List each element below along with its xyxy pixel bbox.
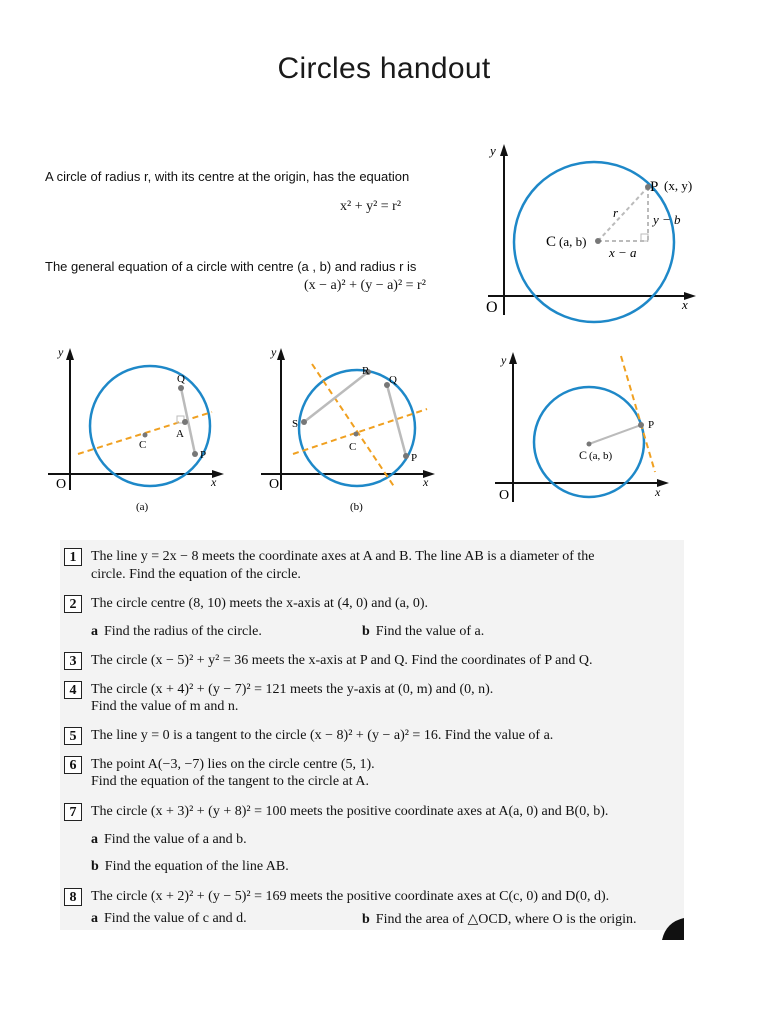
question-1-line-2: circle. Find the equation of the circle.: [91, 567, 301, 582]
r-label: r: [613, 205, 619, 220]
part-text: Find the radius of the circle.: [104, 624, 262, 639]
question-7-part-a: [91, 832, 247, 848]
caption: (b): [350, 501, 363, 513]
x-label: x: [682, 297, 688, 312]
c-label: C: [579, 448, 588, 462]
y-label: y: [58, 345, 64, 359]
origin-label: O: [269, 477, 280, 492]
part-text: Find the area of △OCD, where O is the origin.: [375, 912, 637, 927]
point-q: [178, 385, 184, 391]
x-label: x: [211, 475, 217, 489]
y-label: y: [271, 345, 277, 359]
question-8-part-b: [362, 911, 637, 928]
part-text: Find the equation of the line AB.: [104, 859, 289, 874]
chord-sr: [304, 372, 368, 422]
question-number: 5: [64, 727, 82, 745]
page-corner-mark: [662, 918, 684, 940]
question-2-part-a: [91, 624, 262, 640]
question-number: 7: [64, 803, 82, 821]
c-coord: (a, b): [589, 450, 613, 462]
question-1-line-1: The line y = 2x − 8 meets the coordinate axes at A and B. The line AB is a diameter of the: [91, 549, 595, 564]
tangent-line: [621, 356, 655, 472]
point-c: [143, 433, 148, 438]
c-coord: (a, b): [559, 234, 587, 249]
part-text: Find the value of a.: [375, 624, 485, 639]
question-number: 4: [64, 681, 82, 699]
question-number: 2: [64, 595, 82, 613]
origin-label: O: [499, 488, 510, 503]
caption: (a): [136, 501, 149, 513]
dx-label: x − a: [609, 245, 637, 260]
right-angle-mark: [641, 234, 648, 241]
part-label: a: [91, 832, 98, 847]
radius-cp: [589, 425, 641, 444]
question-number: 8: [64, 888, 82, 906]
question-6-line-1: The point A(−3, −7) lies on the circle centre (5, 1).: [91, 757, 375, 772]
p-label: P: [648, 419, 655, 431]
point-s: [301, 419, 307, 425]
q-label: Q: [389, 374, 397, 386]
question-number: 6: [64, 756, 82, 774]
x-label: x: [423, 475, 429, 489]
p-label: P: [650, 179, 659, 195]
diagram-a: [40, 342, 230, 518]
intro-line-1: A circle of radius r, with its centre at the origin, has the equation: [45, 169, 410, 184]
y-label: y: [490, 143, 496, 158]
part-text: Find the value of a and b.: [104, 832, 247, 847]
point-c: [354, 432, 359, 437]
a-label: A: [176, 428, 184, 440]
diagram-c: [485, 342, 685, 518]
p-coord: (x, y): [664, 178, 693, 193]
question-4-line-2: Find the value of m and n.: [91, 699, 239, 714]
part-label: a: [91, 624, 98, 639]
question-4-line-1: The circle (x + 4)² + (y − 7)² = 121 meets the y-axis at (0, m) and (0, n).: [91, 682, 494, 697]
equation-origin: x² + y² = r²: [340, 199, 402, 214]
part-label: b: [91, 859, 99, 874]
c-label: C: [546, 234, 557, 250]
origin-label: O: [56, 477, 67, 492]
question-number: 1: [64, 548, 82, 566]
origin-label: O: [486, 299, 498, 316]
point-a: [182, 419, 188, 425]
part-text: Find the value of c and d.: [104, 911, 247, 926]
y-axis-arrow: [66, 348, 74, 360]
y-axis-arrow: [277, 348, 285, 360]
x-label: x: [655, 485, 661, 499]
circle: [90, 366, 210, 486]
question-8-line-1: The circle (x + 2)² + (y − 5)² = 169 meets the positive coordinate axes at C(c, 0) and D(0, d).: [91, 889, 610, 904]
main-circle-diagram: [470, 140, 710, 330]
intro-line-2: The general equation of a circle with centre (a , b) and radius r is: [45, 259, 417, 274]
question-7-part-b: [91, 859, 289, 875]
p-label: P: [411, 452, 418, 464]
p-label: P: [200, 449, 207, 461]
y-axis-arrow: [509, 352, 517, 364]
radius-line: [598, 187, 648, 241]
c-label: C: [349, 441, 357, 453]
q-label: Q: [177, 373, 185, 385]
point-p: [192, 451, 198, 457]
part-label: a: [91, 911, 98, 926]
question-3-line-1: The circle (x − 5)² + y² = 36 meets the x-axis at P and Q. Find the coordinates of P and Q.: [91, 653, 593, 668]
question-2-line-1: The circle centre (8, 10) meets the x-axis at (4, 0) and (a, 0).: [91, 596, 429, 611]
diagram-b: [255, 342, 445, 518]
part-label: b: [362, 624, 370, 639]
c-label: C: [139, 439, 147, 451]
question-7-line-1: The circle (x + 3)² + (y + 8)² = 100 meets the positive coordinate axes at A(a, 0) and B(0, b).: [91, 804, 609, 819]
question-2-part-b: [362, 624, 484, 640]
point-p: [638, 422, 644, 428]
r-label: R: [362, 365, 370, 377]
question-number: 3: [64, 652, 82, 670]
point-p: [403, 453, 409, 459]
equation-general: (x − a)² + (y − a)² = r²: [304, 278, 426, 293]
question-5-line-1: The line y = 0 is a tangent to the circle (x − 8)² + (y − a)² = 16. Find the value of a.: [91, 728, 554, 743]
point-c: [587, 442, 592, 447]
y-axis-arrow: [500, 144, 508, 156]
part-label: b: [362, 912, 370, 927]
s-label: S: [292, 418, 299, 430]
page-title: Circles handout: [277, 52, 491, 85]
question-8-part-a: [91, 911, 247, 927]
dy-label: y − b: [653, 212, 681, 227]
question-6-line-2: Find the equation of the tangent to the circle at A.: [91, 774, 369, 789]
centre-point: [595, 238, 601, 244]
y-label: y: [501, 353, 507, 367]
